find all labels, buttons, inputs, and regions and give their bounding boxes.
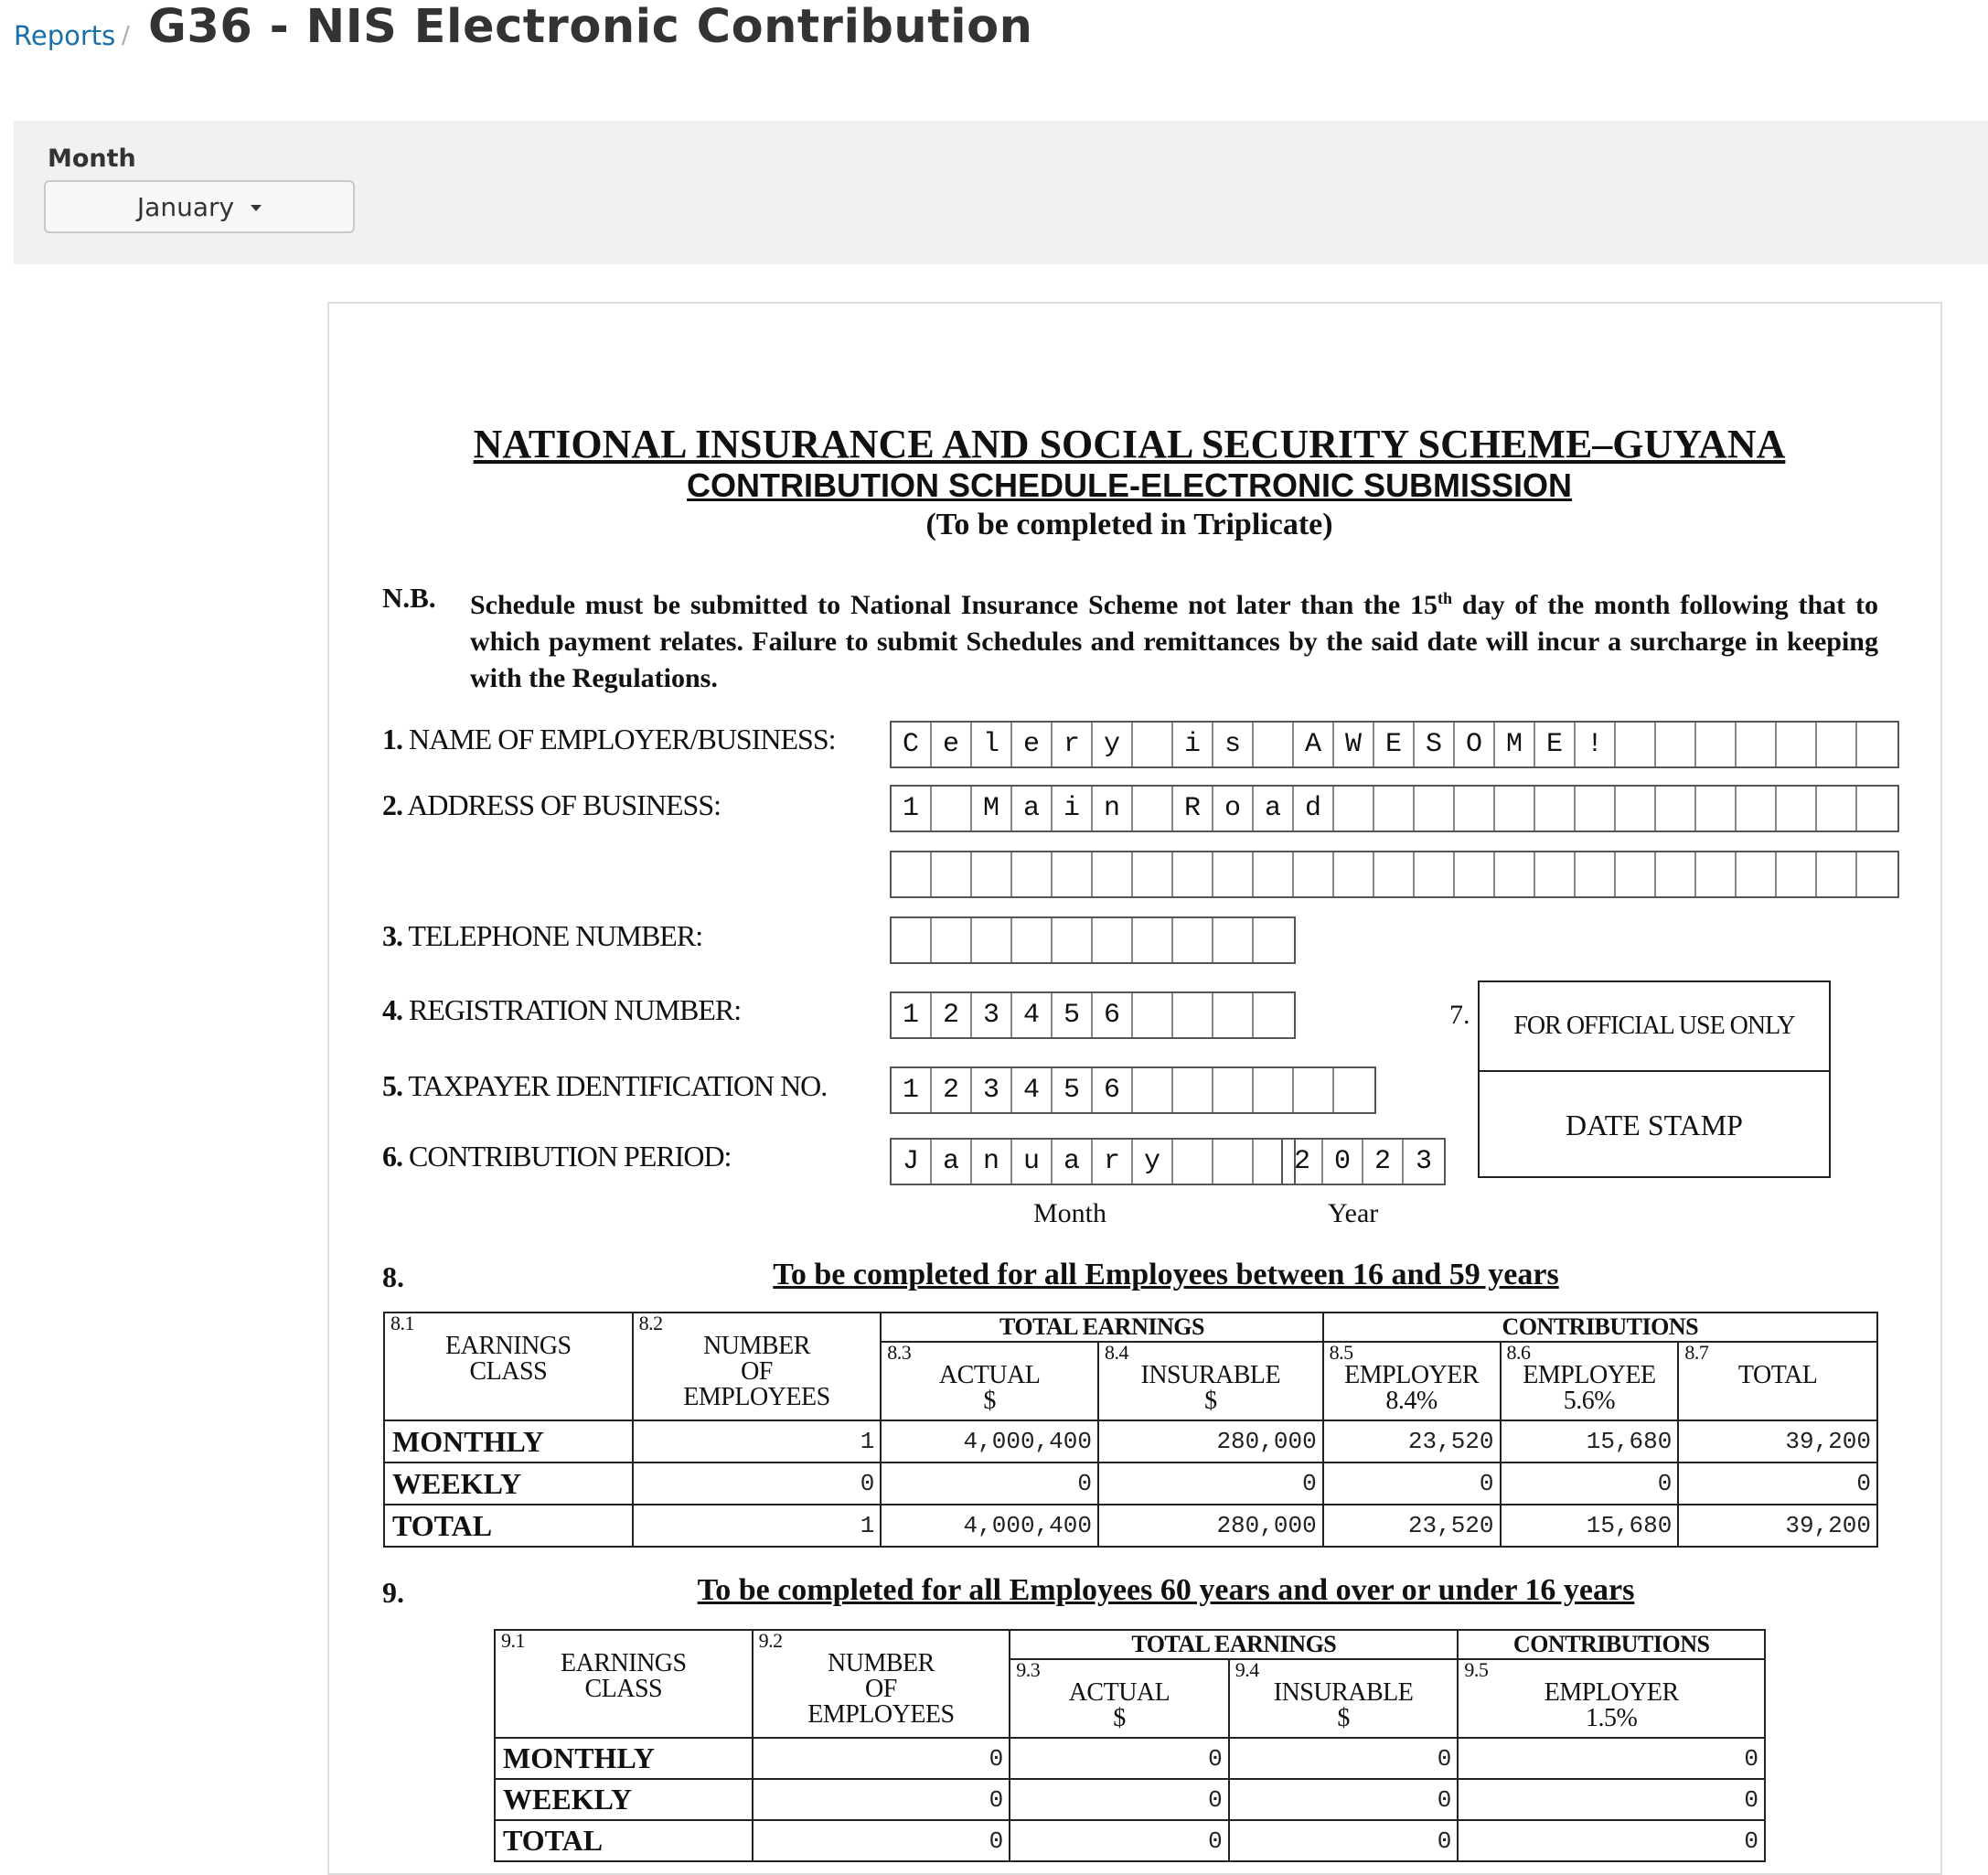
table-cell: 0 xyxy=(1458,1820,1765,1861)
table-cell: 23,520 xyxy=(1323,1505,1501,1547)
char-cell: a xyxy=(932,1140,972,1184)
char-cell xyxy=(1173,993,1213,1037)
table-cell: 15,680 xyxy=(1501,1505,1679,1547)
char-cell xyxy=(1535,787,1576,830)
s8-col-employer: 8.5 EMPLOYER 8.4% xyxy=(1323,1342,1501,1420)
char-cell xyxy=(1817,852,1857,896)
char-cell xyxy=(1737,787,1777,830)
char-cell xyxy=(1133,918,1173,962)
s8-col-employee: 8.6 EMPLOYEE 5.6% xyxy=(1501,1342,1679,1420)
table-cell: 0 xyxy=(1010,1779,1229,1820)
s9-col-earnings-class: 9.1 EARNINGS CLASS xyxy=(495,1630,753,1738)
char-cell xyxy=(1173,852,1213,896)
field-employer-name-label: 1. NAME OF EMPLOYER/BUSINESS: xyxy=(382,723,836,755)
char-cell xyxy=(1133,723,1173,766)
char-cell xyxy=(1656,787,1696,830)
char-cell xyxy=(1254,993,1294,1037)
s8-body xyxy=(384,1420,1877,1547)
char-cell: y xyxy=(1133,1140,1173,1184)
table-cell: 0 xyxy=(1098,1462,1323,1505)
s8-col-actual: 8.3 ACTUAL $ xyxy=(881,1342,1098,1420)
section8-table xyxy=(383,1312,1878,1548)
char-cell: d xyxy=(1294,787,1334,830)
char-cell xyxy=(1495,787,1535,830)
char-cell: 5 xyxy=(1053,1068,1093,1112)
char-cell xyxy=(1093,852,1133,896)
s8-col-earnings-class: 8.1 EARNINGS CLASS xyxy=(384,1312,633,1420)
row-label: WEEKLY xyxy=(384,1462,633,1505)
table-cell: 0 xyxy=(1323,1462,1501,1505)
char-cell xyxy=(1213,1068,1254,1112)
month-dropdown[interactable] xyxy=(44,180,355,233)
s8-col-number-employees: 8.2 NUMBER OF EMPLOYEES xyxy=(633,1312,882,1420)
table-cell: 0 xyxy=(1010,1820,1229,1861)
table-row xyxy=(384,1462,1877,1505)
char-cell: r xyxy=(1093,1140,1133,1184)
char-cell: 4 xyxy=(1012,1068,1053,1112)
char-cell: 3 xyxy=(972,993,1012,1037)
char-cell xyxy=(1334,852,1374,896)
char-cell: u xyxy=(1012,1140,1053,1184)
char-cell: 1 xyxy=(892,993,932,1037)
table-row xyxy=(384,1420,1877,1462)
row-label: WEEKLY xyxy=(495,1779,753,1820)
char-cell xyxy=(1173,1140,1213,1184)
section9-number: 9. xyxy=(382,1576,404,1609)
char-cell xyxy=(1374,852,1415,896)
table-row xyxy=(384,1505,1877,1547)
char-cell xyxy=(1294,1068,1334,1112)
char-cell: E xyxy=(1535,723,1576,766)
char-cell: e xyxy=(1012,723,1053,766)
char-cell xyxy=(892,852,932,896)
table-cell: 280,000 xyxy=(1098,1505,1323,1547)
s9-col-employer: 9.5 EMPLOYER 1.5% xyxy=(1458,1659,1765,1738)
form-instruction: (To be completed in Triplicate) xyxy=(925,508,1333,541)
char-cell: 1 xyxy=(892,1068,932,1112)
form-title: NATIONAL INSURANCE AND SOCIAL SECURITY SCHEME–GUYANA xyxy=(473,422,1786,466)
char-cell xyxy=(1334,1068,1374,1112)
char-cell xyxy=(1415,787,1455,830)
char-cell: n xyxy=(972,1140,1012,1184)
date-stamp-label: DATE STAMP xyxy=(1566,1108,1743,1141)
char-cell xyxy=(1777,787,1817,830)
table-row xyxy=(495,1738,1765,1779)
breadcrumb-separator: / xyxy=(122,22,130,49)
char-cell xyxy=(1737,852,1777,896)
nb-text: Schedule must be submitted to National Insurance Scheme not later than the 15th day of the month following that to which payment relates. Failure to submit Schedules and remittances by the said date will incur a surcharge in keeping with the Regulations. xyxy=(470,589,1878,693)
char-cell: y xyxy=(1093,723,1133,766)
registration-cells xyxy=(890,991,1296,1039)
char-cell xyxy=(1696,852,1737,896)
char-cell: s xyxy=(1213,723,1254,766)
char-cell: a xyxy=(1254,787,1294,830)
table-cell: 1 xyxy=(633,1420,882,1462)
char-cell xyxy=(1696,787,1737,830)
char-cell: R xyxy=(1173,787,1213,830)
table-cell: 0 xyxy=(633,1462,882,1505)
char-cell xyxy=(1254,1068,1294,1112)
s8-col-insurable: 8.4 INSURABLE $ xyxy=(1098,1342,1323,1420)
s9-group-total-earnings: TOTAL EARNINGS xyxy=(1010,1630,1458,1659)
field-period-label: 6. CONTRIBUTION PERIOD: xyxy=(382,1140,732,1173)
char-cell xyxy=(1616,852,1656,896)
char-cell xyxy=(1053,852,1093,896)
char-cell: A xyxy=(1294,723,1334,766)
address-line2-cells xyxy=(890,851,1899,898)
caret-down-icon xyxy=(251,205,262,211)
char-cell: a xyxy=(1053,1140,1093,1184)
official-use-number: 7. xyxy=(1449,1000,1470,1030)
char-cell xyxy=(1213,852,1254,896)
section8-heading: To be completed for all Employees between 16 and 59 years xyxy=(773,1258,1559,1291)
char-cell: 2 xyxy=(932,993,972,1037)
period-month-caption: Month xyxy=(1033,1198,1107,1228)
char-cell: 3 xyxy=(1415,1146,1432,1177)
char-cell xyxy=(1254,918,1294,962)
char-cell xyxy=(1656,723,1696,766)
char-cell: 3 xyxy=(972,1068,1012,1112)
section9-heading: To be completed for all Employees 60 years and over or under 16 years xyxy=(697,1573,1635,1607)
char-cell: 4 xyxy=(1012,993,1053,1037)
char-cell xyxy=(1133,1068,1173,1112)
field-tin-label: 5. TAXPAYER IDENTIFICATION NO. xyxy=(382,1069,828,1102)
char-cell xyxy=(1817,723,1857,766)
table-cell: 0 xyxy=(1458,1738,1765,1779)
char-cell: 2 xyxy=(1283,1140,1323,1184)
char-cell: M xyxy=(1495,723,1535,766)
char-cell xyxy=(1656,852,1696,896)
char-cell xyxy=(1857,787,1897,830)
table-cell: 0 xyxy=(1010,1738,1229,1779)
char-cell xyxy=(1133,852,1173,896)
char-cell xyxy=(932,787,972,830)
table-cell: 0 xyxy=(1458,1779,1765,1820)
char-cell: E xyxy=(1374,723,1415,766)
char-cell xyxy=(1857,723,1897,766)
char-cell xyxy=(1455,852,1495,896)
s9-body xyxy=(495,1738,1765,1861)
char-cell: 2 xyxy=(1363,1140,1404,1184)
row-label: MONTHLY xyxy=(384,1420,633,1462)
char-cell: M xyxy=(972,787,1012,830)
row-label: TOTAL xyxy=(495,1820,753,1861)
nb-label: N.B. xyxy=(382,582,436,614)
char-cell: J xyxy=(892,1140,932,1184)
official-use-box xyxy=(1478,980,1831,1178)
char-cell: r xyxy=(1053,723,1093,766)
field-address-label: 2. ADDRESS OF BUSINESS: xyxy=(382,788,721,821)
section9-table xyxy=(494,1629,1766,1862)
table-cell: 0 xyxy=(1229,1738,1459,1779)
char-cell xyxy=(1213,993,1254,1037)
char-cell xyxy=(892,918,932,962)
char-cell: o xyxy=(1213,787,1254,830)
form-subtitle: CONTRIBUTION SCHEDULE-ELECTRONIC SUBMISSION xyxy=(686,466,1572,504)
s9-col-number-employees: 9.2 NUMBER OF EMPLOYEES xyxy=(753,1630,1010,1738)
page-title: G36 - NIS Electronic Contribution xyxy=(148,0,1033,54)
char-cell xyxy=(1576,787,1616,830)
table-cell: 0 xyxy=(753,1779,1010,1820)
char-cell xyxy=(1455,787,1495,830)
s8-group-contributions: CONTRIBUTIONS xyxy=(1323,1312,1877,1342)
char-cell: 6 xyxy=(1093,1068,1133,1112)
char-cell xyxy=(1857,852,1897,896)
breadcrumb-reports-link[interactable]: Reports xyxy=(14,20,116,51)
char-cell xyxy=(1093,918,1133,962)
s8-col-total: 8.7 TOTAL xyxy=(1678,1342,1877,1420)
char-cell xyxy=(1616,723,1656,766)
char-cell xyxy=(1173,1068,1213,1112)
table-cell: 0 xyxy=(1229,1779,1459,1820)
char-cell xyxy=(1254,723,1294,766)
table-cell: 15,680 xyxy=(1501,1420,1679,1462)
month-filter-label: Month xyxy=(48,145,136,173)
s9-col-actual: 9.3 ACTUAL $ xyxy=(1010,1659,1229,1738)
char-cell xyxy=(1012,852,1053,896)
employer-name-cells xyxy=(890,721,1899,768)
table-cell: 280,000 xyxy=(1098,1420,1323,1462)
row-label: MONTHLY xyxy=(495,1738,753,1779)
char-cell xyxy=(1213,918,1254,962)
char-cell xyxy=(1254,852,1294,896)
char-cell xyxy=(1576,852,1616,896)
char-cell: 2 xyxy=(932,1068,972,1112)
char-cell: C xyxy=(892,723,932,766)
char-cell xyxy=(1334,787,1374,830)
char-cell xyxy=(1495,852,1535,896)
s9-group-contributions: CONTRIBUTIONS xyxy=(1458,1630,1765,1659)
char-cell xyxy=(972,918,1012,962)
char-cell xyxy=(972,852,1012,896)
s9-col-insurable: 9.4 INSURABLE $ xyxy=(1229,1659,1459,1738)
char-cell xyxy=(1777,852,1817,896)
table-cell: 1 xyxy=(633,1505,882,1547)
row-label: TOTAL xyxy=(384,1505,633,1547)
table-cell: 0 xyxy=(753,1738,1010,1779)
tin-cells xyxy=(890,1066,1376,1114)
char-cell xyxy=(932,852,972,896)
char-cell: ! xyxy=(1576,723,1616,766)
s8-group-total-earnings: TOTAL EARNINGS xyxy=(881,1312,1322,1342)
section8-number: 8. xyxy=(382,1260,404,1293)
table-cell: 0 xyxy=(881,1462,1098,1505)
char-cell: O xyxy=(1455,723,1495,766)
char-cell xyxy=(1012,918,1053,962)
table-cell: 0 xyxy=(753,1820,1010,1861)
table-cell: 0 xyxy=(1229,1820,1459,1861)
char-cell xyxy=(1616,787,1656,830)
char-cell xyxy=(1133,993,1173,1037)
char-cell: S xyxy=(1415,723,1455,766)
char-cell xyxy=(1415,852,1455,896)
char-cell: 5 xyxy=(1053,993,1093,1037)
char-cell: a xyxy=(1012,787,1053,830)
char-cell: i xyxy=(1053,787,1093,830)
official-use-label: FOR OFFICIAL USE ONLY xyxy=(1480,982,1829,1072)
table-cell: 23,520 xyxy=(1323,1420,1501,1462)
char-cell: l xyxy=(972,723,1012,766)
char-cell: 6 xyxy=(1093,993,1133,1037)
table-cell: 39,200 xyxy=(1678,1420,1877,1462)
char-cell: n xyxy=(1093,787,1133,830)
period-year-cells xyxy=(1281,1138,1446,1185)
table-cell: 39,200 xyxy=(1678,1505,1877,1547)
char-cell xyxy=(1053,918,1093,962)
char-cell xyxy=(1777,723,1817,766)
field-telephone-label: 3. TELEPHONE NUMBER: xyxy=(382,919,703,952)
telephone-cells xyxy=(890,916,1296,964)
month-dropdown-value: January xyxy=(136,191,235,222)
period-month-cells xyxy=(890,1138,1296,1185)
period-year-caption: Year xyxy=(1328,1198,1379,1228)
char-cell xyxy=(1173,918,1213,962)
address-line1-cells xyxy=(890,785,1899,832)
char-cell: 1 xyxy=(892,787,932,830)
field-registration-label: 4. REGISTRATION NUMBER: xyxy=(382,993,742,1026)
table-row xyxy=(495,1779,1765,1820)
char-cell xyxy=(932,918,972,962)
char-cell: 0 xyxy=(1323,1140,1363,1184)
table-cell: 0 xyxy=(1501,1462,1679,1505)
char-cell xyxy=(1737,723,1777,766)
char-cell xyxy=(1535,852,1576,896)
char-cell xyxy=(1817,787,1857,830)
table-cell: 4,000,400 xyxy=(881,1420,1098,1462)
char-cell: e xyxy=(932,723,972,766)
char-cell: i xyxy=(1173,723,1213,766)
table-cell: 0 xyxy=(1678,1462,1877,1505)
char-cell: W xyxy=(1334,723,1374,766)
char-cell xyxy=(1294,852,1334,896)
char-cell xyxy=(1696,723,1737,766)
table-row xyxy=(495,1820,1765,1861)
char-cell xyxy=(1374,787,1415,830)
char-cell xyxy=(1213,1140,1254,1184)
table-cell: 4,000,400 xyxy=(881,1505,1098,1547)
char-cell xyxy=(1133,787,1173,830)
